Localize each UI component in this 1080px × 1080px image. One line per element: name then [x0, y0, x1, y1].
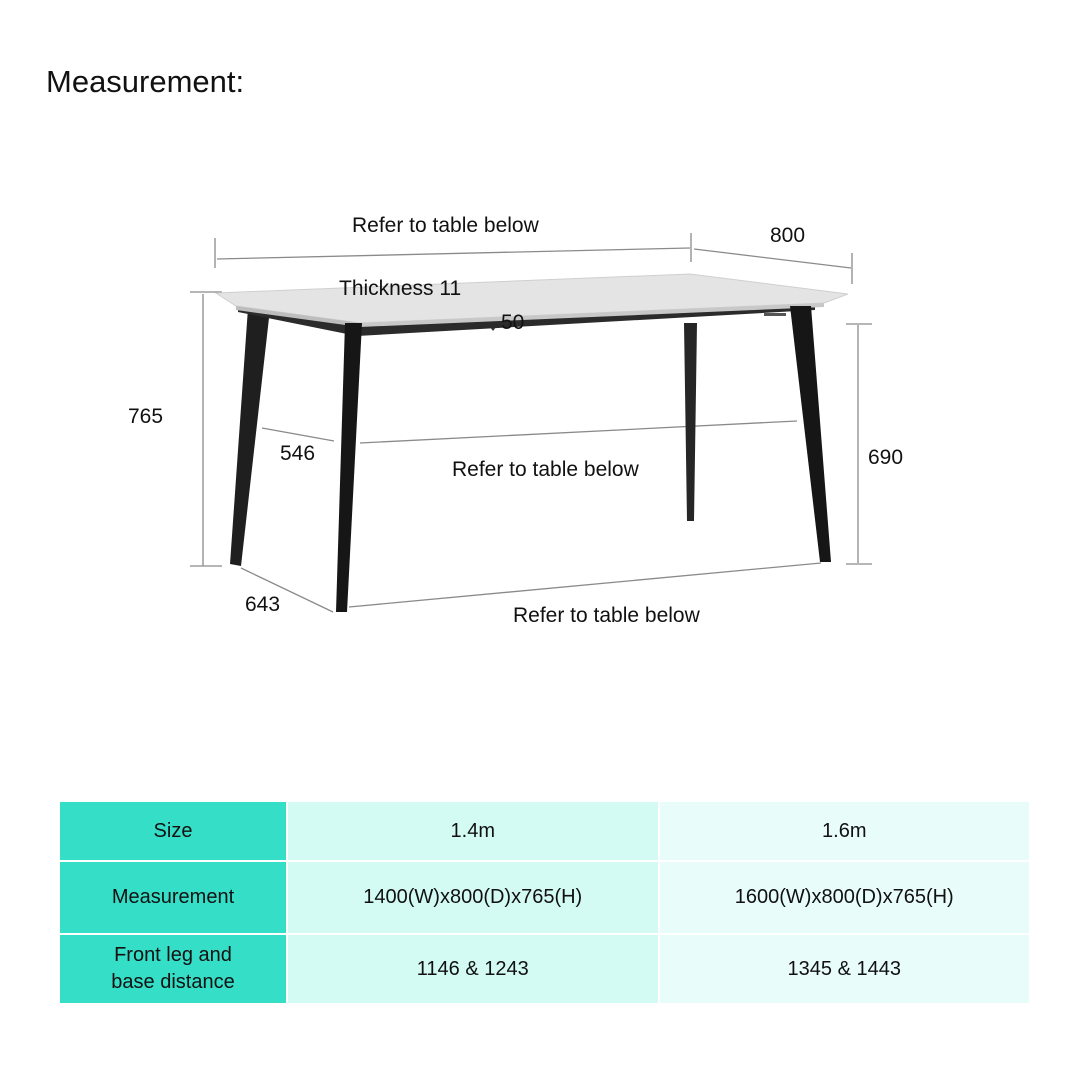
base-length-label: Refer to table below — [513, 604, 700, 627]
table-row-leg-distance — [59, 934, 1030, 1004]
measurement-value-1-4m: 1400(W)x800(D)x765(H) — [287, 861, 659, 934]
leg-distance-value-1-4m: 1146 & 1243 — [287, 934, 659, 1004]
inner-length-label: Refer to table below — [452, 458, 639, 481]
size-header-cell: Size — [59, 801, 287, 861]
apron-label: 50 — [501, 311, 525, 334]
inner-depth-dimension-line — [262, 428, 334, 441]
brand-plate — [764, 313, 786, 316]
depth-label: 800 — [770, 224, 806, 247]
front-left-leg — [336, 323, 362, 612]
measurement-value-1-6m: 1600(W)x800(D)x765(H) — [659, 861, 1031, 934]
thickness-label: Thickness 11 — [339, 277, 462, 300]
inner-depth-label: 546 — [280, 442, 316, 465]
base-depth-label: 643 — [245, 593, 281, 616]
back-left-leg — [230, 308, 270, 566]
table-row-measurement — [59, 861, 1030, 934]
leg-distance-header-line-1: Front leg and — [114, 944, 232, 966]
depth-dimension-line — [694, 249, 851, 268]
back-right-leg — [684, 323, 697, 521]
front-right-leg — [790, 306, 831, 562]
size-value-1-4m: 1.4m — [287, 801, 659, 861]
top-length-dimension-line — [217, 248, 690, 259]
leg-distance-value-1-6m: 1345 & 1443 — [659, 934, 1031, 1004]
size-value-1-6m: 1.6m — [659, 801, 1031, 861]
size-spec-table — [58, 800, 1031, 1005]
top-length-label: Refer to table below — [352, 214, 539, 237]
height-label: 765 — [128, 405, 164, 428]
inner-length-dimension-line — [360, 421, 797, 443]
leg-height-label: 690 — [868, 446, 904, 469]
table-row-size — [59, 801, 1030, 861]
measurement-header-cell: Measurement — [59, 861, 287, 934]
page-title: Measurement: — [46, 64, 245, 99]
base-length-dimension-line — [349, 563, 821, 607]
leg-distance-header-line-2: base distance — [111, 971, 235, 993]
leg-distance-header-cell — [59, 934, 287, 1004]
